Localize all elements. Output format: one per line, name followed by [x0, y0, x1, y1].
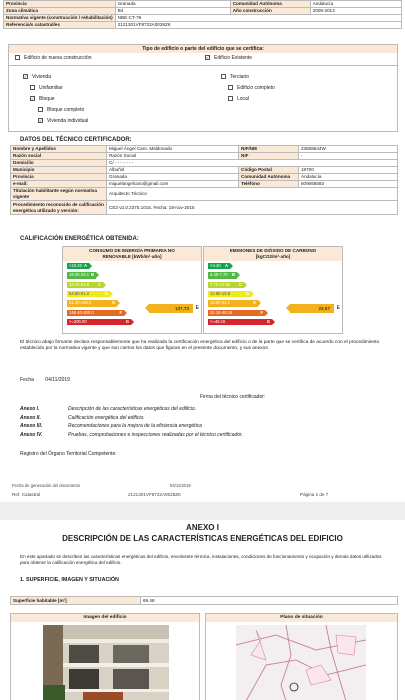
consumo-header [63, 247, 201, 261]
plano-situacion-panel [205, 613, 398, 700]
anexo-item [20, 423, 202, 429]
table-row [4, 8, 402, 15]
checkbox-icon[interactable] [15, 55, 20, 60]
consumo-bar-letter: G [125, 318, 129, 324]
emisiones-bar-d [208, 291, 251, 297]
zona-value: B4 [115, 8, 230, 15]
emisiones-header-line2: [kgCO2/m²·año] [255, 254, 291, 259]
emisiones-bar-e [208, 300, 258, 306]
fecha-label: Fecha [20, 377, 34, 383]
normativa-value: NBE-CT-79 [115, 15, 401, 22]
edificio-completo-label: Edificio completo [237, 85, 275, 91]
checkbox-icon[interactable] [221, 74, 226, 79]
table-row [4, 1, 402, 8]
provincia-value: Granada [115, 1, 230, 8]
titulacion-value: Arquitecto Técnico [107, 188, 398, 201]
anexo-description: Recomendaciones para la mejora de la eficiencia energética [68, 423, 202, 429]
emisiones-bar-letter: B [231, 272, 235, 278]
telefono-label: Teléfono [239, 181, 299, 188]
tipo-edificio-box [8, 44, 398, 132]
checkbox-checked-icon[interactable]: ✓ [206, 55, 210, 61]
emisiones-bar-letter: C [238, 281, 242, 287]
consumo-bar-label: 146.40-200.0 [69, 309, 94, 315]
cp-value: 18700 [299, 167, 398, 174]
table-row [11, 181, 398, 188]
ca-label: Comunidad Autónoma [230, 1, 310, 8]
bloque-option[interactable] [30, 96, 55, 102]
tecnico-table [0, 145, 405, 215]
unifamiliar-label: Unifamiliar [39, 85, 63, 91]
superficie-value: 69.48 [141, 597, 398, 605]
emisiones-bar-b [208, 272, 237, 278]
calificacion-title: CALIFICACIÓN ENERGÉTICA OBTENIDA: [20, 236, 139, 242]
anexo-description: Calificación energética del edificio. [68, 414, 145, 421]
consumo-bar-label: 33.10-54.6 [69, 281, 90, 287]
consumo-bar-label: 81.20-146.4 [69, 300, 92, 306]
domicilio-value: C/ - - - - - - - [107, 160, 398, 167]
provincia-label: Provincia [11, 174, 107, 181]
tipo-edificio-header: Tipo de edificio o parte del edificio que se certifica: [9, 45, 397, 53]
page-separator [0, 502, 405, 520]
checkbox-icon[interactable] [30, 85, 35, 90]
checkbox-icon[interactable] [228, 96, 233, 101]
ca-value: Andalucía [299, 174, 398, 181]
anexo-key: Anexo III. [20, 423, 43, 429]
email-label: e-mail: [11, 181, 107, 188]
referencia-label: Referencia/s catastral/es [4, 22, 116, 29]
emisiones-bar-a [208, 263, 230, 269]
table-row [11, 167, 398, 174]
declaracion-text: El técnico abajo firmante declara responsablemente que ha realizado la certificación energética del edificio o de la parte que se certifica de acuerdo con el procedimiento establecido por la normativa vigente y que son ciertos los datos que figuran en el presente documento, y sus anexos. [20, 340, 380, 352]
nif2-label: NIF [239, 153, 299, 160]
emisiones-bar-letter: G [266, 318, 270, 324]
emisiones-bar-label: 12.80-19.8 [210, 290, 231, 296]
anexo-description: Pruebas, comprobaciones e inspecciones realizadas por el técnico certificador. [68, 431, 243, 438]
vivienda-option[interactable] [23, 74, 51, 80]
zona-label: Zona climática [4, 8, 116, 15]
nueva-construccion-label: Edificio de nueva construcción [24, 55, 92, 61]
emisiones-bar-label: >=48.16 [210, 318, 226, 324]
consumo-value: 137,73 [174, 306, 189, 311]
consumo-indicator [149, 304, 199, 313]
ca-value: Andalucía [310, 1, 401, 8]
consumo-bar-label: >=200.00 [69, 318, 87, 324]
tecnico-title: DATOS DEL TÉCNICO CERTIFICADOR: [20, 137, 132, 143]
table-row [11, 174, 398, 181]
consumo-bar-label: 54.60-81.2 [69, 290, 90, 296]
telefono-value: 609068593 [299, 181, 398, 188]
emisiones-bar-letter: F [260, 309, 263, 315]
consumo-bar-a [67, 263, 89, 269]
consumo-bar-d [67, 291, 110, 297]
vivienda-label: Vivienda [32, 74, 52, 80]
bloque-completo-option[interactable] [38, 107, 84, 113]
emisiones-bar-c [208, 282, 244, 288]
table-row [11, 201, 398, 215]
consumo-bar-letter: C [97, 281, 101, 287]
anexo-item [20, 406, 196, 412]
consumo-bar-label: 19.20-33.1 [69, 272, 90, 278]
nombre-value: Miguel Ángel Caro. Maldonado [107, 146, 239, 153]
emisiones-bar-letter: D [245, 290, 249, 296]
emisiones-bar-letter: E [253, 300, 256, 306]
fecha-value: 04/11/2019 [45, 377, 70, 383]
checkbox-checked-icon[interactable]: ✓ [24, 74, 28, 80]
edificio-existente-option[interactable] [205, 55, 252, 61]
titulacion-label: Titulación habilitante según normativa vigente [11, 188, 107, 201]
checkbox-icon[interactable] [228, 85, 233, 90]
terciario-option[interactable] [221, 74, 249, 80]
razon-label: Razón social [11, 153, 107, 160]
registro-label: Registro del Órgano Territorial Competente: [20, 451, 117, 457]
razon-value: Razón Social [107, 153, 239, 160]
anexo-key: Anexo IV. [20, 431, 43, 438]
checkbox-checked-icon[interactable]: ✓ [31, 96, 35, 102]
table-row [11, 597, 398, 605]
emisiones-panel [203, 246, 343, 334]
emisiones-bar-f [208, 310, 265, 316]
consumo-bar-letter: E [112, 300, 115, 306]
section-superficie-title: 1. SUPERFICIE, IMAGEN Y SITUACIÓN [20, 577, 119, 583]
nif-value: 23808544W [299, 146, 398, 153]
consumo-bar-b [67, 272, 96, 278]
ca-label: Comunidad Autónoma [239, 174, 299, 181]
consumo-bar-e [67, 300, 117, 306]
table-row [11, 160, 398, 167]
domicilio-label: Domicilio [11, 160, 107, 167]
emisiones-header-line1: EMISIONES DE DIÓXIDO DE CARBONO [229, 247, 317, 253]
location-map [236, 625, 366, 700]
referencia-value: 2121301VF8722A0028ZK [115, 22, 401, 29]
emisiones-bar-label: 4.40-7.70 [210, 272, 228, 278]
emisiones-indicator [290, 304, 340, 313]
emisiones-bar-label: 19.80-32.1 [210, 300, 231, 306]
consumo-bar-letter: F [119, 309, 122, 315]
edificio-completo-option[interactable] [228, 85, 275, 91]
cp-label: Código Postal [239, 167, 299, 174]
anexo-key: Anexo I. [20, 406, 40, 412]
anio-label: Año construcción [230, 8, 310, 15]
emisiones-bar-label: 32.10-48.16 [210, 309, 233, 315]
fecha-generacion-value: 04/11/2019 [170, 483, 191, 488]
imagen-edificio-header: Imagen del edificio [11, 614, 199, 622]
local-label: Local [237, 96, 249, 102]
table-row [11, 188, 398, 201]
provincia-label: Provincia [4, 1, 116, 8]
consumo-bar-letter: D [104, 290, 108, 296]
anexo-intro: En este apartado se describen las características energéticas del edificio, envolvente térmica, instalaciones, condiciones de funcionamiento y ocupación y demás datos utilizados para obtener la calificación energética del edificio. [20, 554, 382, 565]
ref-catastral-label: Ref. Catastral [12, 492, 41, 497]
table-row [4, 15, 402, 22]
normativa-label: Normativa vigente (construcción / rehabilitación) [4, 15, 116, 22]
emisiones-header [204, 247, 342, 261]
anexo-subtitle: DESCRIPCIÓN DE LAS CARACTERÍSTICAS ENERGÉTICAS DEL EDIFICIO [62, 534, 343, 543]
provincia-value: Granada [107, 174, 239, 181]
emisiones-bar-label: <4.40 [210, 263, 221, 268]
emisiones-bar-label: 7.70-12.80 [210, 281, 231, 287]
vivienda-individual-label: Vivienda individual [47, 118, 89, 124]
consumo-bar-letter: B [90, 272, 94, 278]
anexo-item [20, 432, 243, 438]
consumo-bar-letter: A [83, 263, 87, 268]
checkbox-checked-icon[interactable]: ✓ [39, 118, 43, 124]
municipio-value: Albuñol [107, 167, 239, 174]
table-row [11, 153, 398, 160]
superficie-label: Superficie habitable [m²] [11, 597, 141, 605]
top-data-table [0, 0, 405, 29]
edificio-existente-label: Edificio Existente [214, 55, 253, 61]
emisiones-bar-g [208, 319, 272, 325]
anexo-key: Anexo II. [20, 414, 41, 421]
nombre-label: Nombre y Apellidos [11, 146, 107, 153]
anexo-title: ANEXO I [186, 523, 219, 532]
emisiones-bar-letter: A [224, 263, 228, 268]
plano-situacion-header: Plano de situación [206, 614, 397, 622]
bloque-label: Bloque [39, 96, 55, 102]
pagina-label: Página 1 de 7 [300, 492, 329, 497]
consumo-panel [62, 246, 202, 334]
fecha-generacion-label: Fecha de generación del documento [12, 483, 80, 488]
nueva-construccion-option[interactable] [15, 55, 92, 61]
ref-catastral-value: 2121301VF8722A0028ZK [128, 492, 182, 497]
email-value: miguelangelcaro@gmail.com [107, 181, 239, 188]
consumo-bar-c [67, 282, 103, 288]
vivienda-individual-option[interactable] [38, 118, 88, 124]
nif-label: NIF/NIE [239, 146, 299, 153]
bloque-completo-label: Bloque completo [47, 107, 85, 113]
checkbox-icon[interactable] [38, 107, 43, 112]
consumo-header-line1: CONSUMO DE ENERGÍA PRIMARIA NO [89, 247, 175, 253]
table-row [11, 146, 398, 153]
anio-value: 2009-2013 [310, 8, 401, 15]
table-row [4, 22, 402, 29]
emisiones-value: 23,67 [318, 306, 330, 311]
nif2-value: - [299, 153, 398, 160]
local-option[interactable] [228, 96, 249, 102]
anexo-description: Descripción de las características energéticas del edificio. [68, 406, 197, 412]
consumo-header-line2: RENOVABLE [kWh/m²·año] [102, 254, 162, 259]
fecha-row [20, 377, 70, 383]
unifamiliar-option[interactable] [30, 85, 63, 91]
municipio-label: Municipio [11, 167, 107, 174]
imagen-edificio-panel [10, 613, 200, 700]
consumo-bar-f [67, 310, 124, 316]
consumo-bar-label: <19.20 [69, 263, 82, 268]
procedimiento-value: CE3 v2.0.2375.1015, Fecha: 18-nov-2015 [107, 201, 398, 215]
terciario-label: Terciario [230, 74, 249, 80]
consumo-bar-g [67, 319, 131, 325]
procedimiento-label: Procedimiento reconocido de calificación energética utilizado y versión: [11, 201, 107, 215]
emisiones-letter: E [336, 305, 340, 311]
anexo-item [20, 415, 145, 421]
consumo-letter: E [195, 305, 199, 311]
building-photo [43, 625, 169, 700]
firma-label: Firma del técnico certificador: [200, 394, 266, 400]
superficie-table [0, 596, 405, 605]
